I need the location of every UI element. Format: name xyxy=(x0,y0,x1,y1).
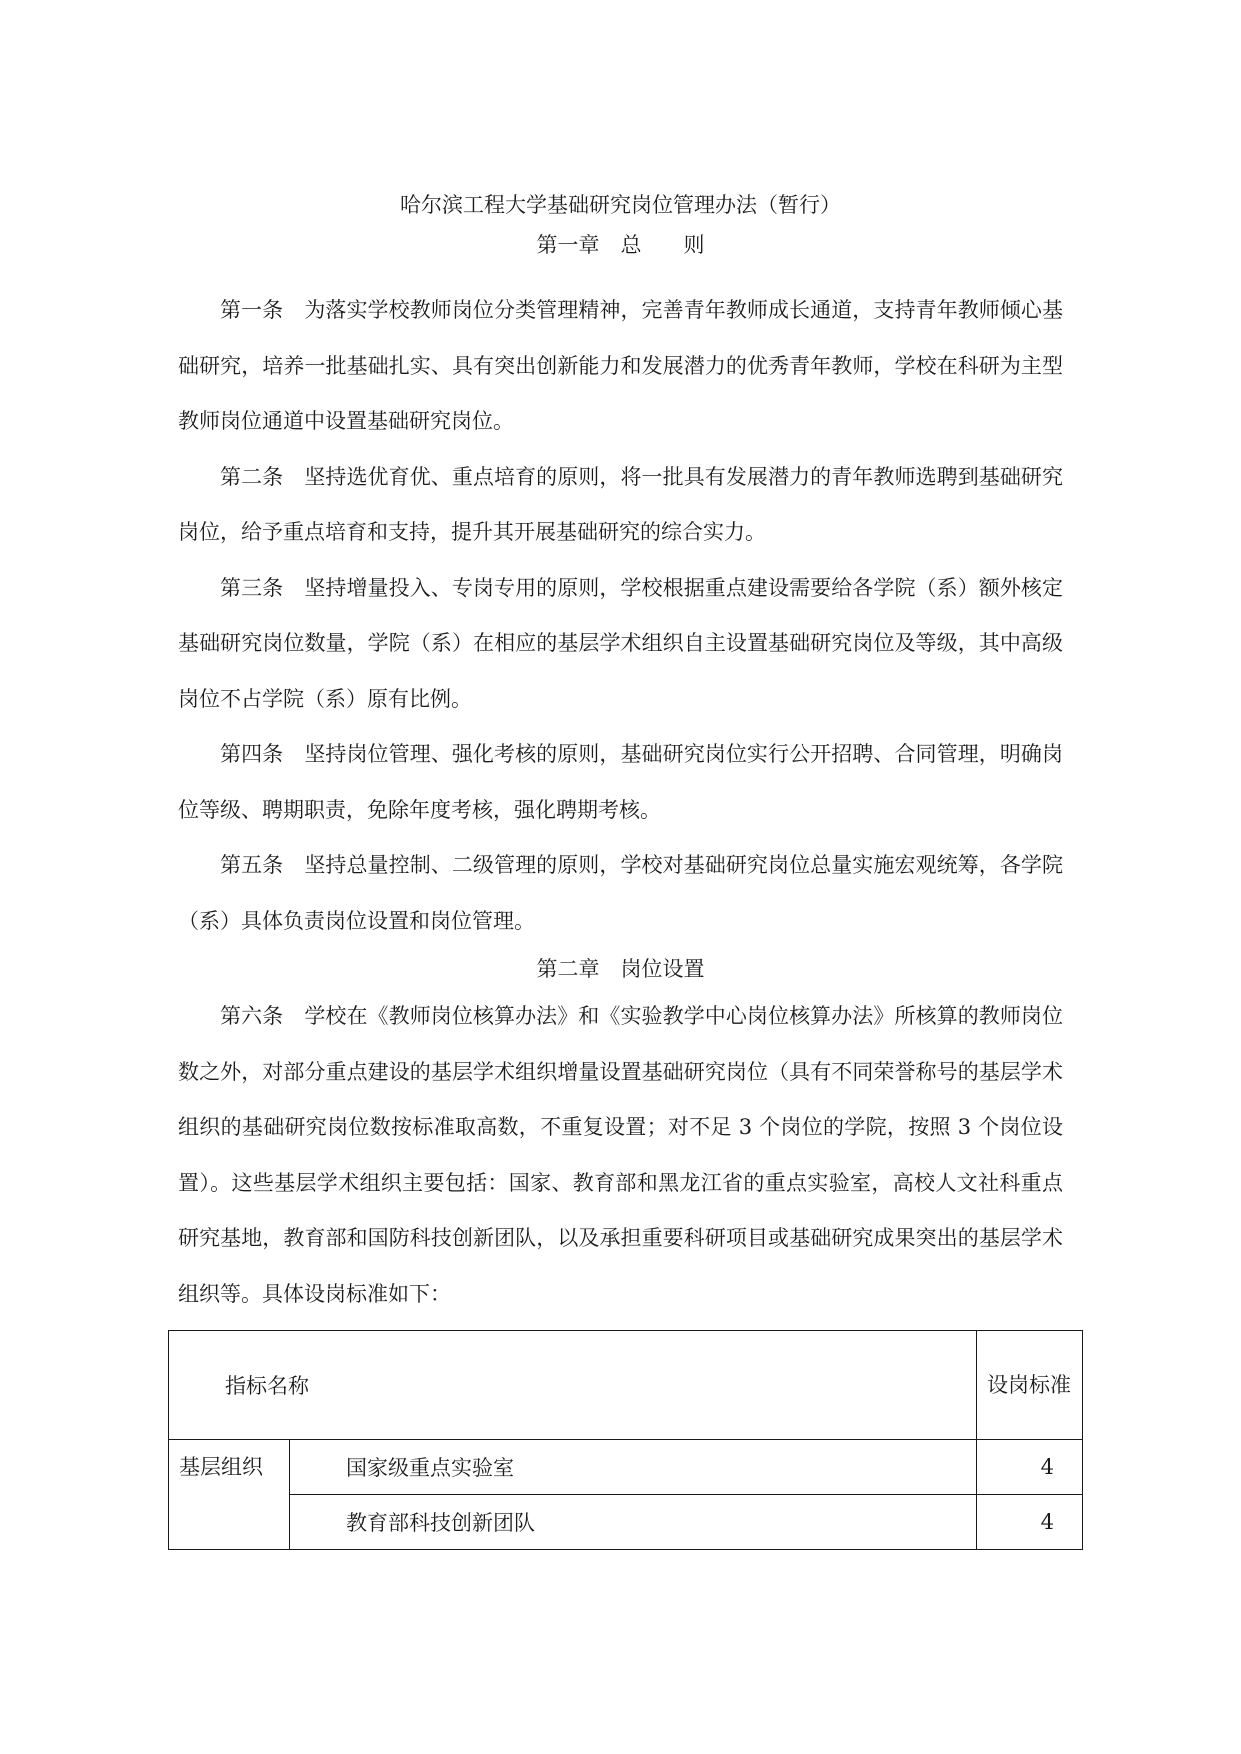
article-label: 第五条 xyxy=(220,853,284,877)
header-post-standard: 设岗标准 xyxy=(977,1331,1083,1440)
row-name: 国家级重点实验室 xyxy=(290,1440,977,1495)
article-text: 坚持总量控制、二级管理的原则，学校对基础研究岗位总量实施宏观统筹，各学院（系）具体负责岗位设置和岗位管理。 xyxy=(178,853,1064,933)
article-label: 第三条 xyxy=(220,575,284,600)
header-indicator-name: 指标名称 xyxy=(169,1331,977,1440)
chapter-1-heading: 第一章 总 则 xyxy=(536,233,705,257)
document-page xyxy=(178,185,1071,1550)
article-1 xyxy=(178,283,1063,450)
chapter-2-heading: 第二章 岗位设置 xyxy=(536,957,705,981)
article-label: 第六条 xyxy=(220,1004,284,1028)
row-value: 4 xyxy=(977,1440,1083,1495)
article-4 xyxy=(178,727,1063,838)
article-text: 坚持增量投入、专岗专用的原则，学校根据重点建设需要给各学院（系）额外核定基础研究岗位数量，学院（系）在相应的基层学术组织自主设置基础研究岗位及等级，其中高级岗位不占学院（系）原有比例。 xyxy=(178,575,1064,711)
row-name: 教育部科技创新团队 xyxy=(290,1495,977,1550)
document-title: 哈尔滨工程大学基础研究岗位管理办法（暂行） xyxy=(400,193,841,217)
table-row xyxy=(169,1440,1083,1495)
article-text: 坚持选优育优、重点培育的原则，将一批具有发展潜力的青年教师选聘到基础研究岗位，给予重点培育和支持，提升其开展基础研究的综合实力。 xyxy=(178,464,1064,544)
table-row xyxy=(169,1495,1083,1550)
group-label: 基层组织 xyxy=(169,1440,290,1550)
article-text: 坚持岗位管理、强化考核的原则，基础研究岗位实行公开招聘、合同管理，明确岗位等级、聘期职责，免除年度考核，强化聘期考核。 xyxy=(178,742,1064,822)
table-header-row xyxy=(169,1331,1083,1440)
article-5 xyxy=(178,838,1063,949)
article-label: 第一条 xyxy=(220,298,284,322)
article-2 xyxy=(178,450,1063,561)
article-label: 第二条 xyxy=(220,464,284,489)
article-text: 学校在《教师岗位核算办法》和《实验教学中心岗位核算办法》所核算的教师岗位数之外，对部分重点建设的基层学术组织增量设置基础研究岗位（具有不同荣誉称号的基层学术组织的基础研究岗位数按标准取高数，不重复设置；对不足 3 个岗位的学院，按照 3 个岗位设置）。这些基层学术组织主要包括：国家、教育部和黑龙江省的重点实验室，高校人文社科重点研究基地，教育部和国防科技创新团队，以及承担重要科研项目或基础研究成果突出的基层学术组织等。具体设岗标准如下： xyxy=(178,1004,1064,1306)
article-label: 第四条 xyxy=(220,742,284,766)
article-3 xyxy=(178,561,1063,728)
article-6 xyxy=(178,989,1063,1322)
post-standard-table xyxy=(168,1330,1083,1550)
article-text: 为落实学校教师岗位分类管理精神，完善青年教师成长通道，支持青年教师倾心基础研究，培养一批基础扎实、具有突出创新能力和发展潜力的优秀青年教师，学校在科研为主型教师岗位通道中设置基础研究岗位。 xyxy=(178,298,1064,433)
row-value: 4 xyxy=(977,1495,1083,1550)
